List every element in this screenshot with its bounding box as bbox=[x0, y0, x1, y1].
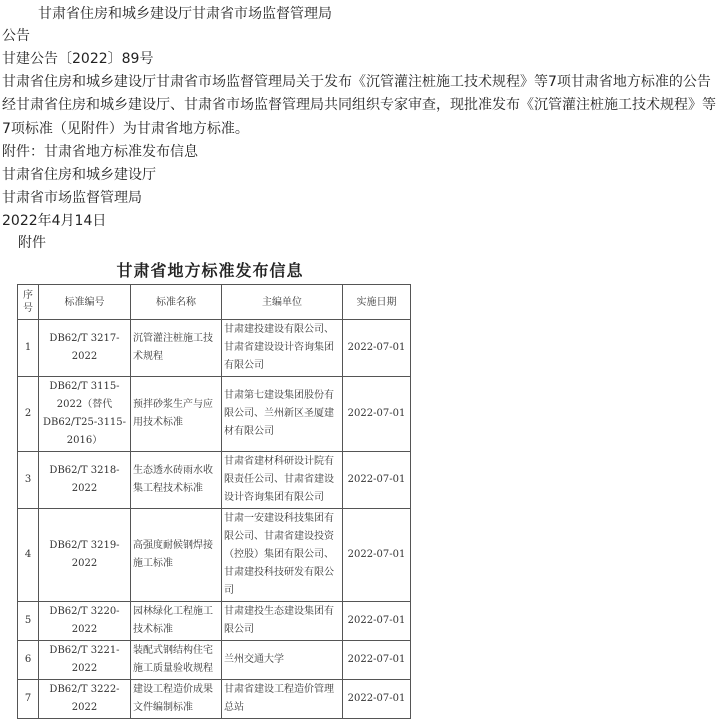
cell-unit: 甘肃省建材科研设计院有限责任公司、甘肃省建设设计咨询集团有限公司 bbox=[222, 452, 343, 509]
table-header-row bbox=[18, 285, 411, 320]
issue-date: 2022年4月14日 bbox=[2, 213, 107, 229]
signer-housing-dept: 甘肃省住房和城乡建设厅 bbox=[2, 167, 156, 183]
cell-date: 2022-07-01 bbox=[343, 509, 411, 602]
cell-name: 园林绿化工程施工技术标准 bbox=[131, 602, 222, 641]
attachment-label: 附件 bbox=[18, 235, 46, 251]
cell-no: 7 bbox=[18, 680, 39, 719]
cell-date: 2022-07-01 bbox=[343, 377, 411, 452]
doc-title: 甘肃省住房和城乡建设厅甘肃省市场监督管理局关于发布《沉管灌注桩施工技术规程》等7项甘肃省地方标准的公告 bbox=[2, 74, 711, 90]
cell-unit: 甘肃省建设工程造价管理总站 bbox=[222, 680, 343, 719]
cell-code: DB62/T 3222-2022 bbox=[39, 680, 131, 719]
header-date: 实施日期 bbox=[343, 285, 411, 320]
table-row bbox=[18, 377, 411, 452]
doc-number: 甘建公告〔2022〕89号 bbox=[2, 51, 154, 67]
doc-type: 公告 bbox=[2, 28, 30, 44]
cell-no: 4 bbox=[18, 509, 39, 602]
cell-no: 2 bbox=[18, 377, 39, 452]
table-row bbox=[18, 641, 411, 680]
cell-date: 2022-07-01 bbox=[343, 320, 411, 377]
cell-code: DB62/T 3217-2022 bbox=[39, 320, 131, 377]
cell-no: 1 bbox=[18, 320, 39, 377]
standards-table bbox=[17, 284, 411, 719]
cell-unit: 兰州交通大学 bbox=[222, 641, 343, 680]
cell-unit: 甘肃第七建设集团股份有限公司、兰州新区圣厦建材有限公司 bbox=[222, 377, 343, 452]
doc-body: 经甘肃省住房和城乡建设厅、甘肃省市场监督管理局共同组织专家审查，现批准发布《沉管灌注桩施工技术规程》等7项标准（见附件）为甘肃省地方标准。 bbox=[2, 97, 716, 137]
cell-no: 3 bbox=[18, 452, 39, 509]
header-no: 序号 bbox=[18, 285, 39, 320]
cell-name: 建设工程造价成果文件编制标准 bbox=[131, 680, 222, 719]
cell-code: DB62/T 3218-2022 bbox=[39, 452, 131, 509]
cell-name: 预拌砂浆生产与应用技术标准 bbox=[131, 377, 222, 452]
table-row bbox=[18, 680, 411, 719]
cell-date: 2022-07-01 bbox=[343, 680, 411, 719]
cell-code: DB62/T 3221-2022 bbox=[39, 641, 131, 680]
attachment-note: 附件：甘肃省地方标准发布信息 bbox=[2, 144, 198, 160]
header-unit: 主编单位 bbox=[222, 285, 343, 320]
cell-no: 6 bbox=[18, 641, 39, 680]
cell-date: 2022-07-01 bbox=[343, 452, 411, 509]
cell-code: DB62/T 3219-2022 bbox=[39, 509, 131, 602]
table-row bbox=[18, 320, 411, 377]
issuers-line: 甘肃省住房和城乡建设厅甘肃省市场监督管理局 bbox=[38, 6, 332, 22]
cell-unit: 甘肃一安建设科技集团有限公司、甘肃省建设投资（控股）集团有限公司、甘肃建投科技研发有限公司 bbox=[222, 509, 343, 602]
table-row bbox=[18, 509, 411, 602]
cell-name: 高强度耐候钢焊接施工标准 bbox=[131, 509, 222, 602]
cell-name: 沉管灌注桩施工技术规程 bbox=[131, 320, 222, 377]
cell-unit: 甘肃建投建设有限公司、甘肃省建设设计咨询集团有限公司 bbox=[222, 320, 343, 377]
cell-name: 生态透水砖雨水收集工程技术标准 bbox=[131, 452, 222, 509]
cell-code: DB62/T 3115-2022（替代DB62/T25-3115-2016） bbox=[39, 377, 131, 452]
signer-market-bureau: 甘肃省市场监督管理局 bbox=[2, 190, 142, 206]
cell-code: DB62/T 3220-2022 bbox=[39, 602, 131, 641]
cell-date: 2022-07-01 bbox=[343, 641, 411, 680]
table-row bbox=[18, 452, 411, 509]
table-row bbox=[18, 602, 411, 641]
cell-name: 装配式钢结构住宅施工质量验收规程 bbox=[131, 641, 222, 680]
cell-no: 5 bbox=[18, 602, 39, 641]
cell-unit: 甘肃建投生态建设集团有限公司 bbox=[222, 602, 343, 641]
table-title: 甘肃省地方标准发布信息 bbox=[116, 261, 304, 280]
header-code: 标准编号 bbox=[39, 285, 131, 320]
cell-date: 2022-07-01 bbox=[343, 602, 411, 641]
header-name: 标准名称 bbox=[131, 285, 222, 320]
